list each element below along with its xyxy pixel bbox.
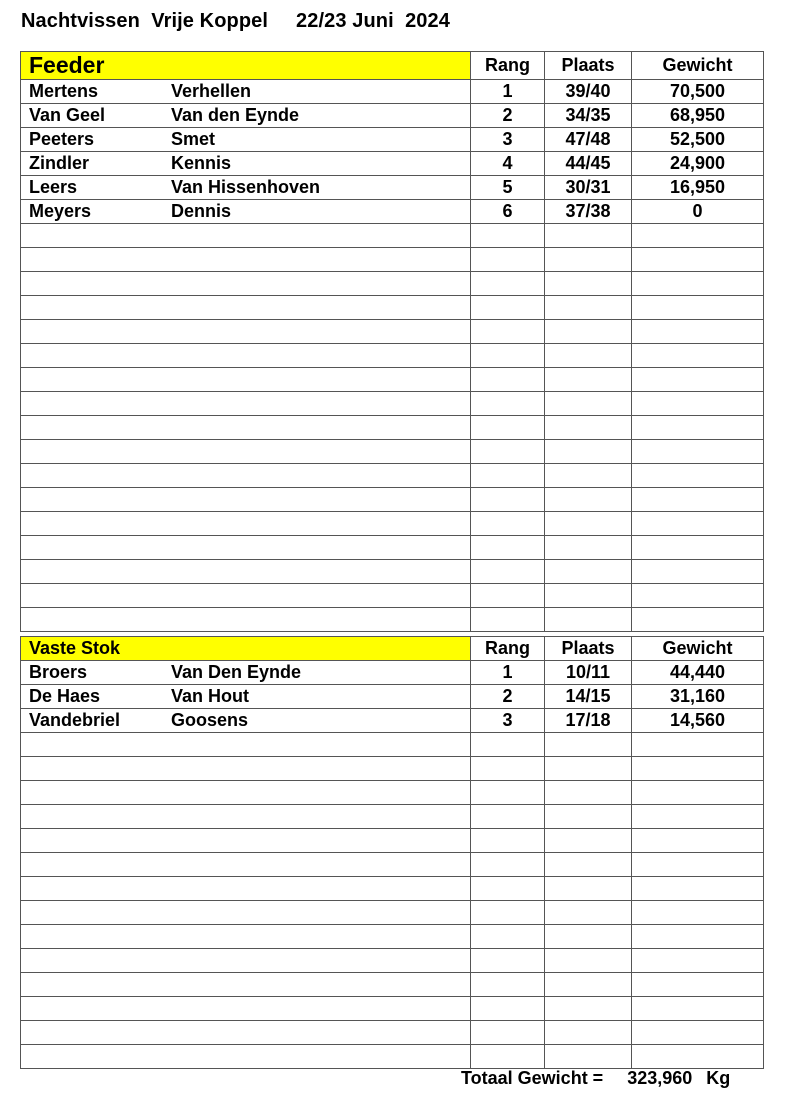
participant-2: Goosens	[171, 710, 249, 730]
rang-cell	[471, 901, 545, 925]
gewicht-cell	[632, 925, 764, 949]
gewicht-cell	[632, 584, 764, 608]
rang-cell	[471, 584, 545, 608]
rang-cell	[471, 536, 545, 560]
rang-cell	[471, 296, 545, 320]
plaats-cell	[545, 757, 632, 781]
participants-cell	[21, 733, 471, 757]
plaats-cell	[545, 440, 632, 464]
gewicht-cell	[632, 781, 764, 805]
page-title	[21, 10, 450, 33]
gewicht-cell	[632, 368, 764, 392]
feeder-header-row	[21, 52, 764, 80]
gewicht-cell: 0	[632, 200, 764, 224]
empty-row	[21, 949, 764, 973]
rang-cell	[471, 925, 545, 949]
rang-cell: 1	[471, 80, 545, 104]
gewicht-cell	[632, 1045, 764, 1069]
gewicht-cell	[632, 392, 764, 416]
participants-cell	[21, 464, 471, 488]
table-row	[21, 152, 764, 176]
plaats-cell	[545, 949, 632, 973]
gewicht-cell	[632, 320, 764, 344]
empty-row	[21, 1021, 764, 1045]
gewicht-cell	[632, 536, 764, 560]
empty-row	[21, 224, 764, 248]
empty-row	[21, 781, 764, 805]
gewicht-cell	[632, 949, 764, 973]
plaats-cell: 47/48	[545, 128, 632, 152]
rang-cell	[471, 757, 545, 781]
participants-cell	[21, 1021, 471, 1045]
plaats-cell	[545, 853, 632, 877]
participants-cell	[21, 392, 471, 416]
plaats-cell	[545, 829, 632, 853]
rang-cell: 2	[471, 104, 545, 128]
rang-cell	[471, 512, 545, 536]
empty-row	[21, 416, 764, 440]
total-unit: Kg	[706, 1068, 731, 1088]
plaats-cell	[545, 536, 632, 560]
rang-cell	[471, 733, 545, 757]
plaats-cell: 39/40	[545, 80, 632, 104]
plaats-cell	[545, 392, 632, 416]
rang-cell	[471, 997, 545, 1021]
empty-row	[21, 853, 764, 877]
gewicht-cell: 24,900	[632, 152, 764, 176]
rang-cell: 5	[471, 176, 545, 200]
rang-cell	[471, 781, 545, 805]
participant-1: Meyers	[29, 201, 92, 221]
empty-row	[21, 925, 764, 949]
gewicht-cell: 31,160	[632, 685, 764, 709]
gewicht-cell	[632, 224, 764, 248]
gewicht-cell	[632, 344, 764, 368]
participants-cell	[21, 877, 471, 901]
empty-row	[21, 464, 764, 488]
plaats-cell	[545, 1045, 632, 1069]
table-row	[21, 661, 764, 685]
gewicht-cell	[632, 488, 764, 512]
participants-cell	[21, 80, 471, 104]
table-row	[21, 80, 764, 104]
participants-cell	[21, 536, 471, 560]
rang-cell	[471, 344, 545, 368]
gewicht-cell: 70,500	[632, 80, 764, 104]
participant-2: Van Den Eynde	[171, 662, 302, 682]
participants-cell	[21, 512, 471, 536]
plaats-cell: 17/18	[545, 709, 632, 733]
participants-cell	[21, 853, 471, 877]
empty-row	[21, 877, 764, 901]
empty-row	[21, 997, 764, 1021]
participants-cell	[21, 757, 471, 781]
participants-cell	[21, 925, 471, 949]
plaats-cell	[545, 781, 632, 805]
gewicht-cell	[632, 296, 764, 320]
participants-cell	[21, 949, 471, 973]
vaste-stok-section-label: Vaste Stok	[21, 637, 471, 661]
participants-cell	[21, 973, 471, 997]
gewicht-cell	[632, 757, 764, 781]
empty-row	[21, 392, 764, 416]
gewicht-cell: 68,950	[632, 104, 764, 128]
gewicht-cell	[632, 805, 764, 829]
participants-cell	[21, 661, 471, 685]
table-row	[21, 128, 764, 152]
empty-row	[21, 368, 764, 392]
rang-cell: 6	[471, 200, 545, 224]
plaats-cell	[545, 344, 632, 368]
participant-2: Van Hout	[171, 686, 250, 706]
participants-cell	[21, 805, 471, 829]
plaats-cell	[545, 560, 632, 584]
participants-cell	[21, 176, 471, 200]
empty-row	[21, 344, 764, 368]
plaats-cell	[545, 608, 632, 632]
participants-cell	[21, 224, 471, 248]
gewicht-cell	[632, 512, 764, 536]
empty-row	[21, 973, 764, 997]
plaats-cell	[545, 512, 632, 536]
empty-row	[21, 272, 764, 296]
event-name: Nachtvissen Vrije Koppel	[21, 10, 269, 32]
total-weight	[461, 1068, 730, 1089]
table-row	[21, 709, 764, 733]
participants-cell	[21, 344, 471, 368]
empty-row	[21, 901, 764, 925]
feeder-col-gewicht: Gewicht	[632, 52, 764, 80]
empty-row	[21, 440, 764, 464]
gewicht-cell	[632, 877, 764, 901]
participants-cell	[21, 368, 471, 392]
plaats-cell	[545, 973, 632, 997]
rang-cell	[471, 488, 545, 512]
table-row	[21, 176, 764, 200]
participants-cell	[21, 560, 471, 584]
empty-row	[21, 248, 764, 272]
participant-1: Peeters	[29, 129, 95, 149]
rang-cell	[471, 853, 545, 877]
rang-cell	[471, 608, 545, 632]
participant-1: De Haes	[29, 686, 101, 706]
gewicht-cell: 44,440	[632, 661, 764, 685]
gewicht-cell	[632, 733, 764, 757]
feeder-section-label: Feeder	[21, 52, 471, 80]
rang-cell	[471, 368, 545, 392]
participants-cell	[21, 685, 471, 709]
participants-cell	[21, 152, 471, 176]
plaats-cell: 30/31	[545, 176, 632, 200]
participants-cell	[21, 584, 471, 608]
feeder-col-rang: Rang	[471, 52, 545, 80]
empty-row	[21, 829, 764, 853]
plaats-cell	[545, 805, 632, 829]
plaats-cell: 10/11	[545, 661, 632, 685]
empty-row	[21, 296, 764, 320]
empty-row	[21, 560, 764, 584]
participant-1: Broers	[29, 662, 88, 682]
rang-cell: 1	[471, 661, 545, 685]
empty-row	[21, 320, 764, 344]
vaste-stok-table	[20, 636, 764, 1069]
gewicht-cell	[632, 608, 764, 632]
gewicht-cell	[632, 997, 764, 1021]
participants-cell	[21, 200, 471, 224]
gewicht-cell	[632, 440, 764, 464]
empty-row	[21, 733, 764, 757]
plaats-cell	[545, 925, 632, 949]
vaste-stok-col-plaats: Plaats	[545, 637, 632, 661]
event-date: 22/23 Juni 2024	[296, 10, 450, 32]
rang-cell	[471, 320, 545, 344]
empty-row	[21, 805, 764, 829]
rang-cell	[471, 973, 545, 997]
empty-row	[21, 512, 764, 536]
plaats-cell	[545, 224, 632, 248]
participants-cell	[21, 488, 471, 512]
participant-1: Zindler	[29, 153, 90, 173]
plaats-cell: 44/45	[545, 152, 632, 176]
participants-cell	[21, 320, 471, 344]
plaats-cell	[545, 997, 632, 1021]
gewicht-cell	[632, 901, 764, 925]
participants-cell	[21, 608, 471, 632]
rang-cell: 2	[471, 685, 545, 709]
rang-cell	[471, 805, 545, 829]
rang-cell	[471, 1045, 545, 1069]
empty-row	[21, 488, 764, 512]
rang-cell	[471, 829, 545, 853]
plaats-cell	[545, 488, 632, 512]
total-value: 323,960	[627, 1068, 693, 1088]
plaats-cell	[545, 368, 632, 392]
rang-cell	[471, 464, 545, 488]
gewicht-cell: 16,950	[632, 176, 764, 200]
participant-1: Van Geel	[29, 105, 106, 125]
participants-cell	[21, 104, 471, 128]
gewicht-cell: 14,560	[632, 709, 764, 733]
gewicht-cell	[632, 829, 764, 853]
plaats-cell	[545, 296, 632, 320]
plaats-cell	[545, 464, 632, 488]
gewicht-cell	[632, 464, 764, 488]
rang-cell	[471, 248, 545, 272]
gewicht-cell	[632, 853, 764, 877]
plaats-cell: 37/38	[545, 200, 632, 224]
gewicht-cell: 52,500	[632, 128, 764, 152]
feeder-table	[20, 51, 764, 632]
participant-2: Dennis	[171, 201, 232, 221]
rang-cell: 3	[471, 128, 545, 152]
plaats-cell	[545, 248, 632, 272]
plaats-cell	[545, 901, 632, 925]
participant-2: Kennis	[171, 153, 232, 173]
vaste-stok-header-row	[21, 637, 764, 661]
rang-cell	[471, 392, 545, 416]
participants-cell	[21, 901, 471, 925]
empty-row	[21, 757, 764, 781]
rang-cell: 4	[471, 152, 545, 176]
plaats-cell	[545, 733, 632, 757]
participant-2: Van Hissenhoven	[171, 177, 321, 197]
gewicht-cell	[632, 248, 764, 272]
rang-cell	[471, 877, 545, 901]
participants-cell	[21, 709, 471, 733]
plaats-cell	[545, 272, 632, 296]
table-row	[21, 104, 764, 128]
plaats-cell: 34/35	[545, 104, 632, 128]
plaats-cell	[545, 320, 632, 344]
participant-2: Van den Eynde	[171, 105, 300, 125]
rang-cell	[471, 1021, 545, 1045]
gewicht-cell	[632, 416, 764, 440]
empty-row	[21, 608, 764, 632]
participants-cell	[21, 416, 471, 440]
participants-cell	[21, 272, 471, 296]
participants-cell	[21, 296, 471, 320]
gewicht-cell	[632, 1021, 764, 1045]
participants-cell	[21, 781, 471, 805]
rang-cell	[471, 440, 545, 464]
participant-2: Smet	[171, 129, 216, 149]
plaats-cell	[545, 1021, 632, 1045]
participants-cell	[21, 1045, 471, 1069]
participants-cell	[21, 997, 471, 1021]
rang-cell	[471, 949, 545, 973]
gewicht-cell	[632, 560, 764, 584]
table-row	[21, 200, 764, 224]
feeder-col-plaats: Plaats	[545, 52, 632, 80]
empty-row	[21, 584, 764, 608]
participant-1: Vandebriel	[29, 710, 121, 730]
rang-cell	[471, 560, 545, 584]
empty-row	[21, 1045, 764, 1069]
total-label: Totaal Gewicht =	[461, 1068, 604, 1088]
participant-1: Leers	[29, 177, 78, 197]
participants-cell	[21, 248, 471, 272]
gewicht-cell	[632, 973, 764, 997]
vaste-stok-col-rang: Rang	[471, 637, 545, 661]
gewicht-cell	[632, 272, 764, 296]
table-row	[21, 685, 764, 709]
participant-1: Mertens	[29, 81, 99, 101]
rang-cell: 3	[471, 709, 545, 733]
rang-cell	[471, 224, 545, 248]
participants-cell	[21, 128, 471, 152]
plaats-cell	[545, 584, 632, 608]
rang-cell	[471, 272, 545, 296]
plaats-cell: 14/15	[545, 685, 632, 709]
plaats-cell	[545, 877, 632, 901]
empty-row	[21, 536, 764, 560]
plaats-cell	[545, 416, 632, 440]
rang-cell	[471, 416, 545, 440]
participants-cell	[21, 440, 471, 464]
vaste-stok-col-gewicht: Gewicht	[632, 637, 764, 661]
participant-2: Verhellen	[171, 81, 252, 101]
participants-cell	[21, 829, 471, 853]
